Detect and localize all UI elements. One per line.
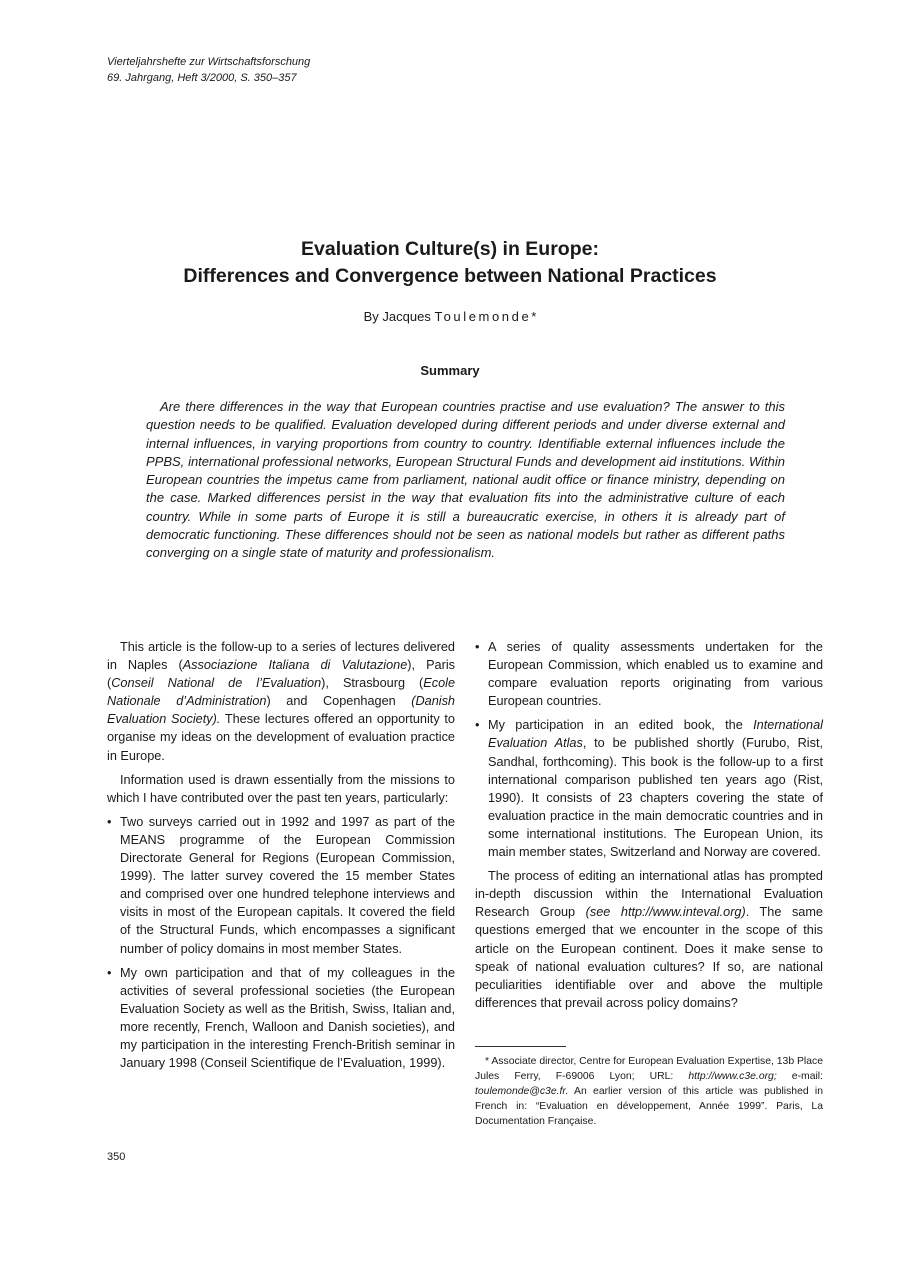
abstract-text: Are there differences in the way that European countries practise and use evaluation? The answer to this question needs to be qualified. Evaluation developed during different periods and under diverse external and internal influences, in varying proportions from country to country. Identifiable external influences include the PPBS, international professional networks, European Structural Funds and development aid institutions. Within European countries the impetus came from parliament, national audit office or finance ministry, depending on the case. Marked differences persist in the way that evaluation fits into the administrative culture of each country. While in some parts of Europe it is still a bureaucratic exercise, in others it is already part of democratic functioning. These differences should not be seen as national models but rather as different paths converging on a single state of maturity and professionalism. <box>146 399 785 561</box>
list-item: • Two surveys carried out in 1992 and 1997 as part of the MEANS programme of the European Commission Directorate General for Regions (European Commission, 1999). The latter survey covered the 15 member States and comprised over one hundred telephone interviews and visits in most of the European capitals. It covered the field of the Structural Funds, which encompasses a significant number of policy domains in most member States. <box>107 813 455 958</box>
text-span: An earlier version of this article was published in French in: “Evaluation en développement, Année 1999”. Paris, La Documentation Française. <box>475 1086 823 1127</box>
italic-span: International Evaluation Atlas <box>488 718 823 751</box>
italic-span: (see http://www.inteval.org) <box>585 905 746 920</box>
text-span: The process of editing an international atlas has prompted in-depth discussion within the International Evaluation Research Group <box>475 869 823 920</box>
footnote <box>475 1054 823 1129</box>
paragraph <box>475 867 823 1012</box>
footnote-email: toulemonde@c3e.fr. <box>475 1086 569 1097</box>
article-title <box>0 236 900 290</box>
text-span: * Associate director, Centre for European Evaluation Expertise, 13b Place Jules Ferry, F-69006 Lyon; URL: <box>475 1056 823 1082</box>
text-span: My participation in an edited book, the <box>488 718 754 733</box>
italic-span: Ecole Nationale d’Administration <box>107 676 456 709</box>
journal-header <box>107 54 310 86</box>
text-span: These lectures offered an opportunity to organise my ideas on the development of evaluation practice in Europe. <box>107 712 455 763</box>
text-span: ), Strasbourg ( <box>321 676 424 691</box>
bullet-list <box>475 638 823 861</box>
byline <box>0 309 900 324</box>
journal-issue: 69. Jahrgang, Heft 3/2000, S. 350–357 <box>107 72 297 84</box>
italic-span: (Danish Evaluation Society). <box>107 694 455 727</box>
left-column <box>107 638 455 1078</box>
article-title-line2: Differences and Convergence between National Practices <box>183 265 717 287</box>
text-span: This article is the follow-up to a series of lectures delivered in Naples ( <box>107 640 455 673</box>
article-title-line1: Evaluation Culture(s) in Europe: <box>301 238 599 260</box>
journal-title: Vierteljahrshefte zur Wirtschaftsforschung <box>107 56 311 68</box>
italic-span: Conseil National de l’Evaluation <box>111 676 322 691</box>
author-name: Toulemonde <box>434 309 532 324</box>
footnote-mark: * <box>531 309 537 324</box>
byline-prefix: By Jacques <box>363 309 435 324</box>
footnote-text <box>475 1054 823 1129</box>
bullet-list <box>107 813 455 1072</box>
page-number: 350 <box>107 1151 126 1163</box>
italic-span: Associazione Italiana di Valutazione <box>182 658 408 673</box>
footnote-divider <box>475 1046 566 1047</box>
list-item: • My own participation and that of my colleagues in the activities of several professional societies (the European Evaluation Society as well as the British, Swiss, Italian and, more recently, French, Walloon and Danish societies), and my participation in the interesting French-British seminar in January 1998 (Conseil Scientifique de l’Evaluation, 1999). <box>107 964 455 1073</box>
abstract <box>146 398 785 563</box>
text-span: , to be published shortly (Furubo, Rist, Sandhal, forthcoming). This book is the follow-up to a first international comparison published ten years ago (Rist, 1990). It consists of 23 chapters covering the state of evaluation practice in the main democratic countries and in some international institutions. The European Union, its main member states, Switzerland and Norway are covered. <box>488 736 823 860</box>
list-item: • A series of quality assessments undertaken for the European Commission, which enabled us to examine and compare evaluation reports originating from various European countries. <box>475 638 823 710</box>
right-column <box>475 638 823 1018</box>
paragraph <box>107 638 455 765</box>
list-item <box>475 716 823 861</box>
footnote-url: http://www.c3e.org; <box>688 1071 777 1082</box>
text-span: . The same questions emerged that we encounter in the scope of this article on the European continent. Does it make sense to speak of national evaluation cultures? If so, are national peculiarities identifiable over and above the multiple differences that prevail across policy domains? <box>475 905 823 1010</box>
text-span: e-mail: <box>776 1071 823 1082</box>
text-span: ) and Copenhagen <box>266 694 412 709</box>
summary-heading: Summary <box>420 363 480 378</box>
text-span: ), Paris ( <box>107 658 455 691</box>
paragraph: Information used is drawn essentially from the missions to which I have contributed over the past ten years, particularly: <box>107 772 455 805</box>
